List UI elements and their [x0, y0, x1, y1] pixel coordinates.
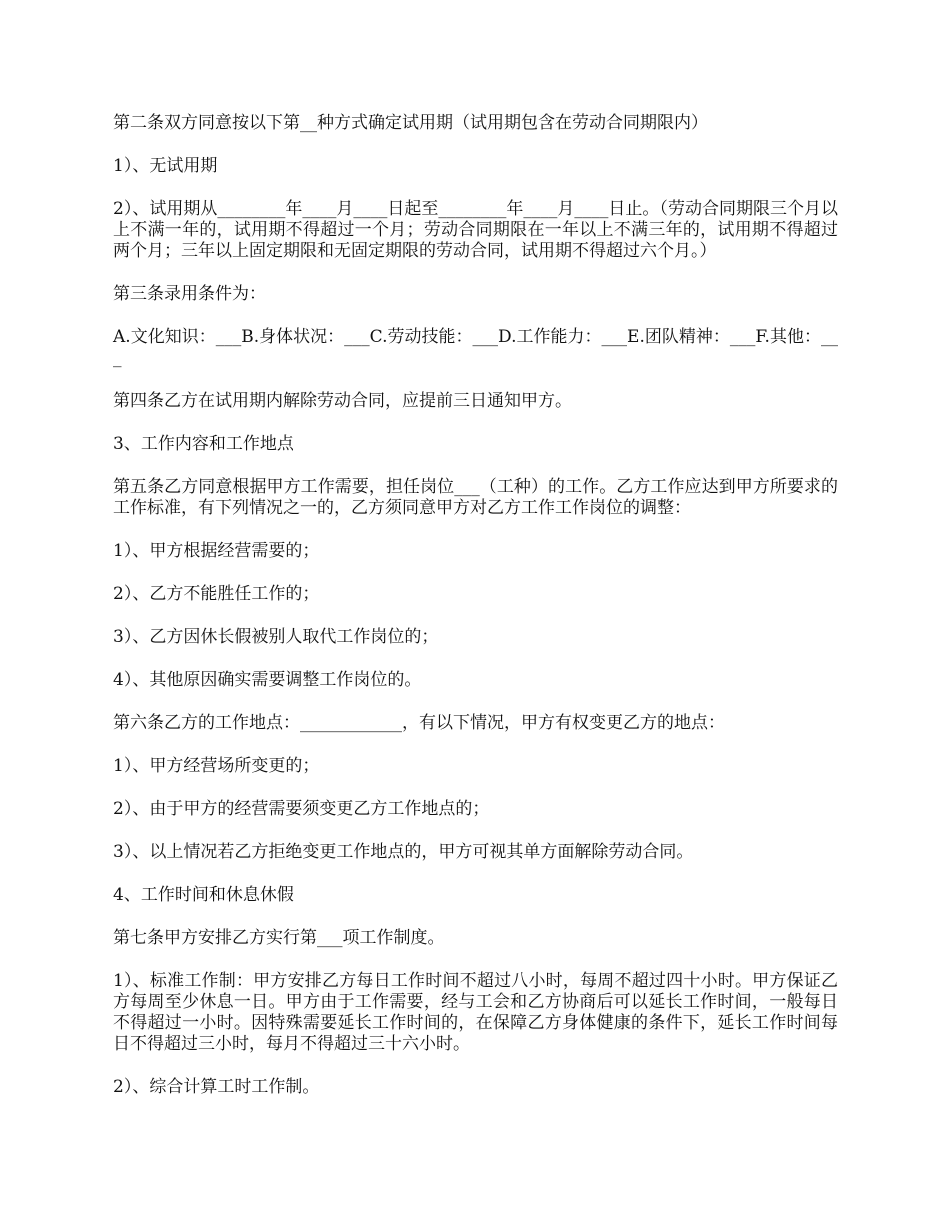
list-item: 2）、由于甲方的经营需要须变更乙方工作地点的；	[113, 799, 490, 819]
paragraph-probation-period: 2）、试用期从________年____月____日起至________年____月____日止。（劳动合同期限三个月以上不满一年的，试用期不得超过一个月；劳动合同期限在一年以上不满三年的，试用期不得超过两个月；三年以上固定期限和无固定期限的劳动合同，试用期不得超过六个月。）	[113, 199, 838, 261]
section-heading-work-content: 3、工作内容和工作地点	[113, 434, 294, 454]
list-item: 2）、乙方不能胜任工作的；	[113, 584, 320, 604]
list-item: 1）、甲方根据经营需要的；	[113, 541, 320, 561]
paragraph-article-7: 第七条甲方安排乙方实行第___项工作制度。	[113, 928, 445, 948]
paragraph-standard-hours: 1）、标准工作制：甲方安排乙方每日工作时间不超过八小时，每周不超过四十小时。甲方保证乙方每周至少休息一日。甲方由于工作需要，经与工会和乙方协商后可以延长工作时间，一般每日不得超过一小时。因特殊需要延长工作时间的，在保障乙方身体健康的条件下，延长工作时间每日不得超过三小时，每月不得超过三十六小时。	[113, 971, 838, 1054]
list-item: 3）、乙方因休长假被别人取代工作岗位的；	[113, 627, 439, 647]
paragraph-article-4: 第四条乙方在试用期内解除劳动合同，应提前三日通知甲方。	[113, 391, 572, 411]
paragraph-article-6: 第六条乙方的工作地点：____________，有以下情况，甲方有权变更乙方的地点：	[113, 713, 725, 733]
paragraph-article-2: 第二条双方同意按以下第__种方式确定试用期（试用期包含在劳动合同期限内）	[113, 113, 708, 133]
list-item: 4）、其他原因确实需要调整工作岗位的。	[113, 670, 422, 690]
paragraph-comprehensive-hours: 2）、综合计算工时工作制。	[113, 1077, 320, 1097]
document-page	[113, 113, 838, 1120]
section-heading-working-hours: 4、工作时间和休息休假	[113, 885, 294, 905]
paragraph-no-probation: 1）、无试用期	[113, 156, 218, 176]
paragraph-article-5: 第五条乙方同意根据甲方工作需要，担任岗位___（工种）的工作。乙方工作应达到甲方所要求的工作标准，有下列情况之一的，乙方须同意甲方对乙方工作工作岗位的调整：	[113, 477, 838, 518]
list-item: 1）、甲方经营场所变更的；	[113, 756, 320, 776]
paragraph-article-3: 第三条录用条件为：	[113, 284, 266, 304]
paragraph-hiring-conditions: A.文化知识：___B.身体状况：___C.劳动技能：___D.工作能力：___E.团队精神：___F.其他：___	[113, 327, 838, 368]
list-item: 3）、以上情况若乙方拒绝变更工作地点的，甲方可视其单方面解除劳动合同。	[113, 842, 694, 862]
